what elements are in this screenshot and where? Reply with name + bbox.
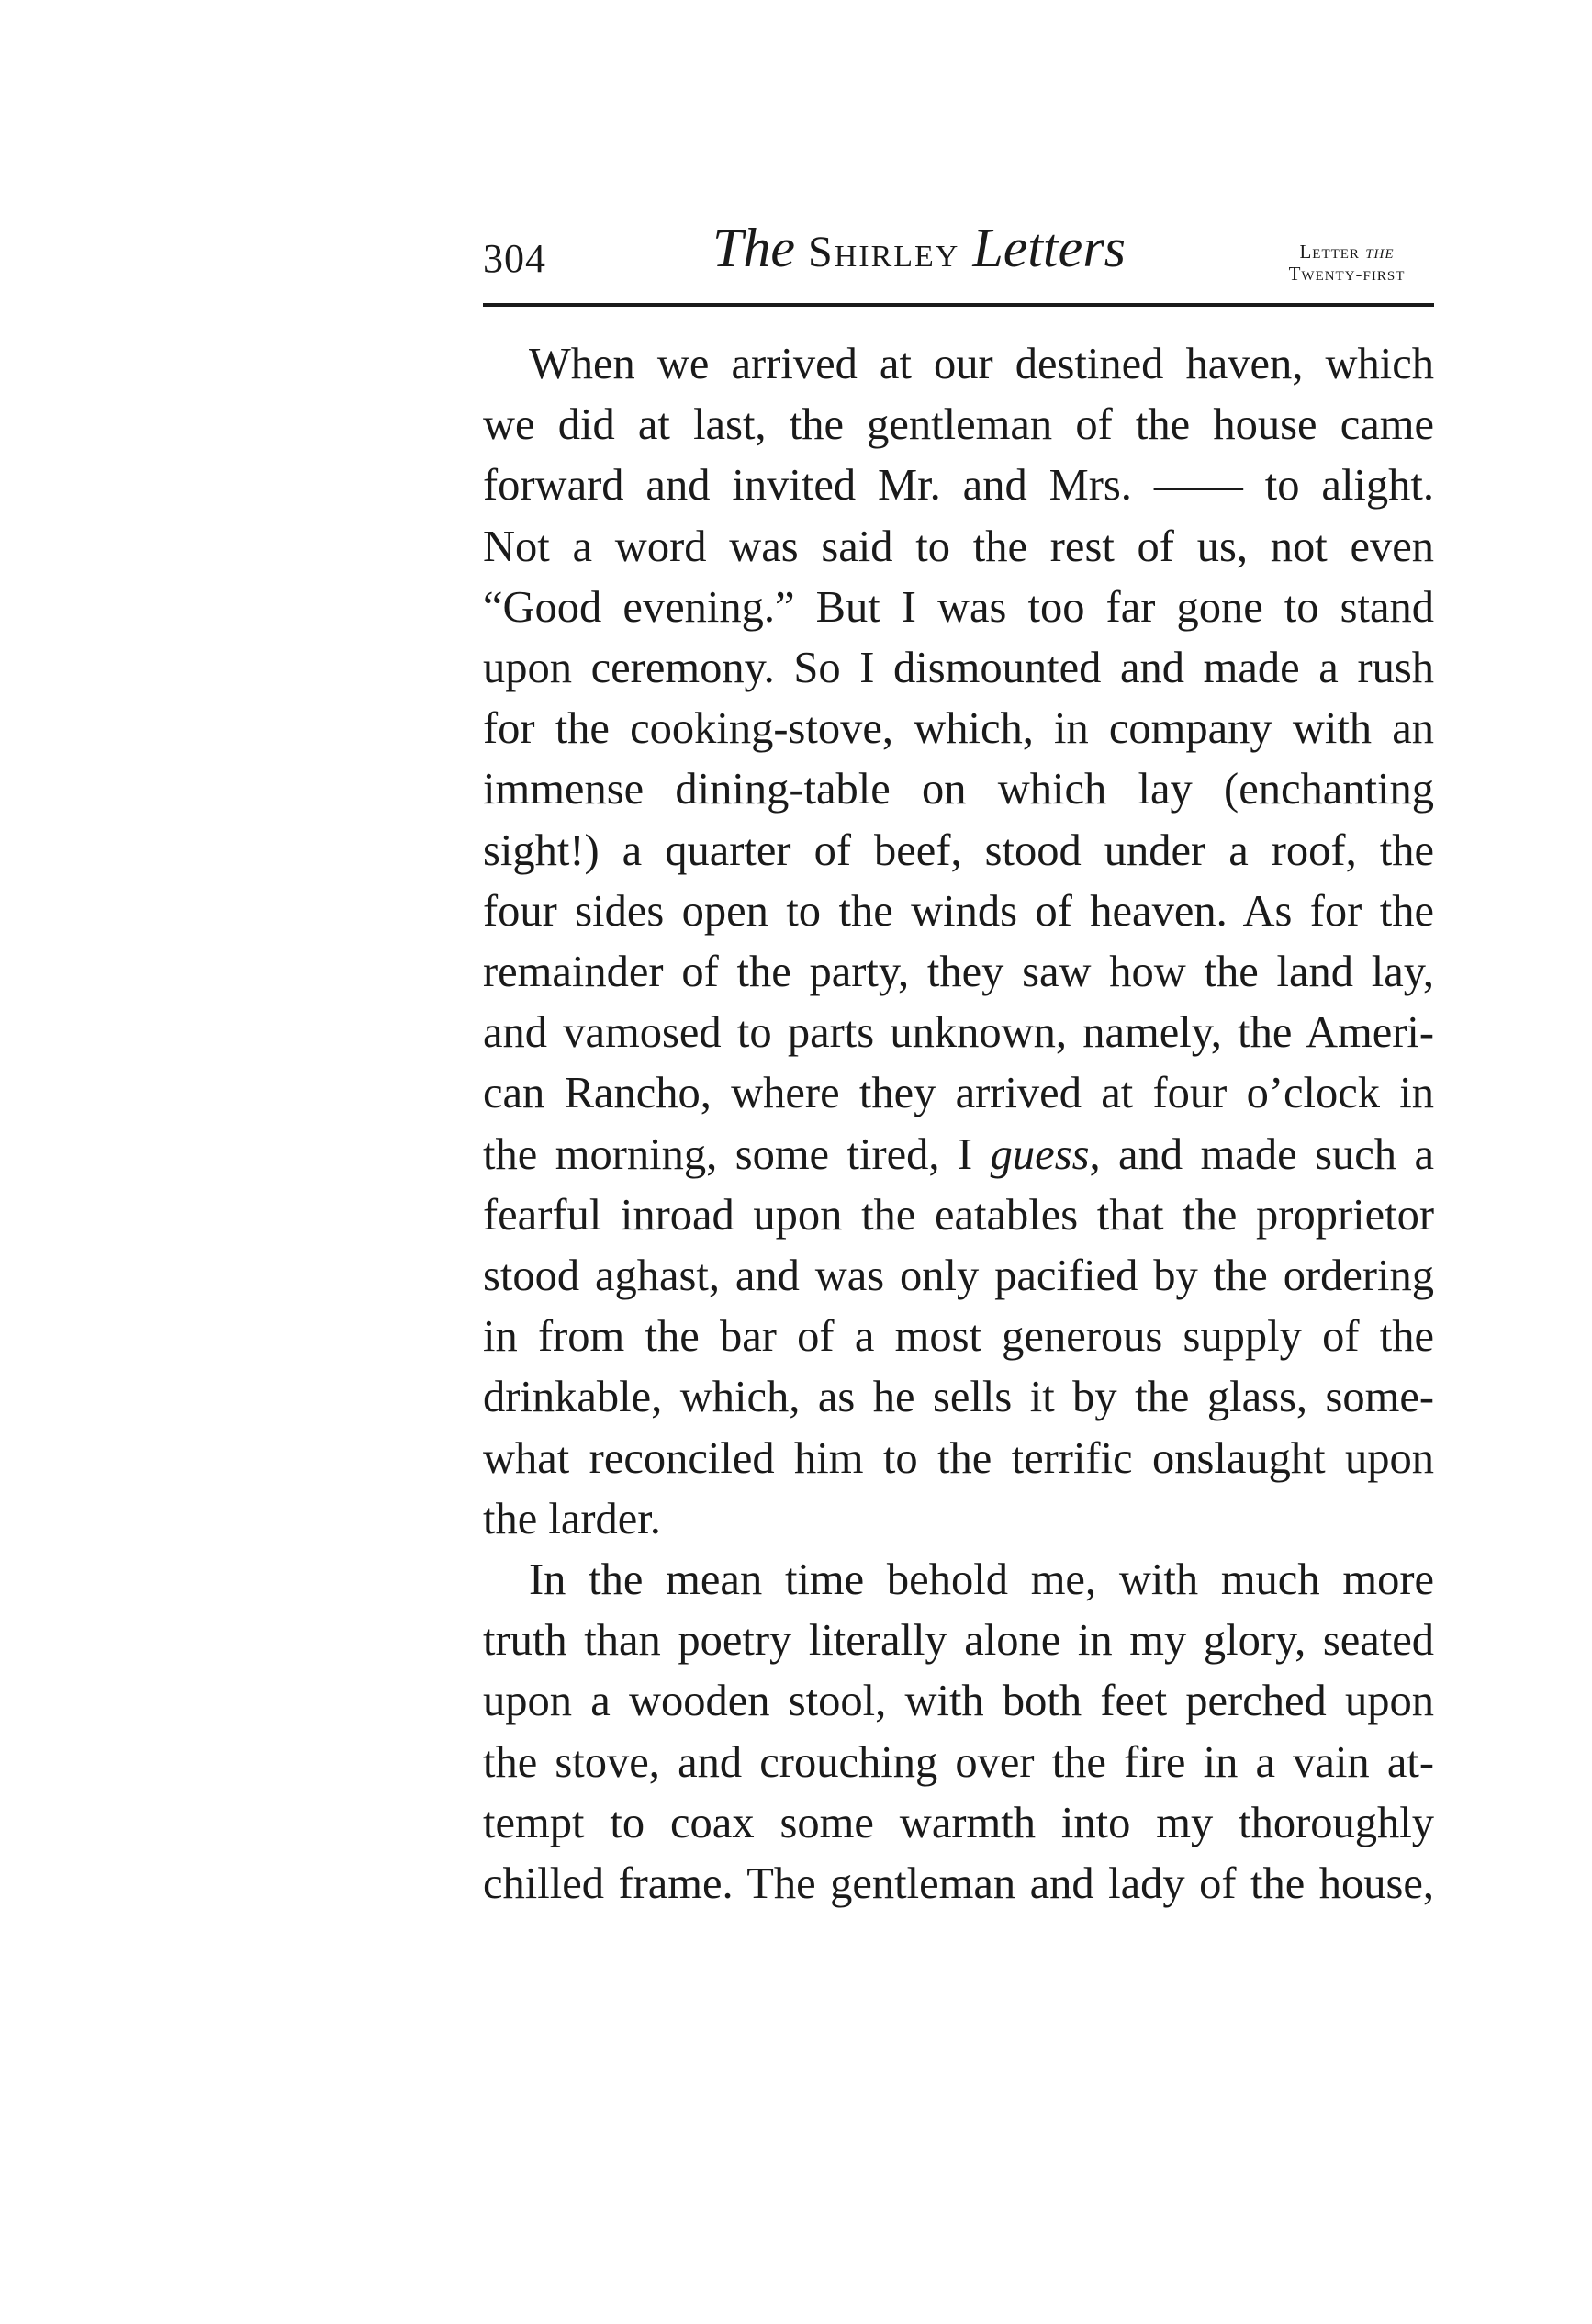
text-segment: , and made such a — [1089, 1129, 1434, 1179]
text-line: remainder of the party, they saw how the land lay, — [483, 948, 1434, 997]
text-line-with-italic — [483, 1125, 1434, 1185]
text-line: we did at last, the gentleman of the house came — [483, 400, 1434, 450]
text-line: immense dining-table on which lay (enchanting — [483, 765, 1434, 814]
running-head — [483, 217, 1434, 290]
chapter-tag-letter: Letter — [1299, 241, 1360, 263]
chapter-tag-the: the — [1365, 241, 1395, 263]
text-line: tempt to coax some warmth into my thoroughly — [483, 1798, 1434, 1847]
book-title-letters: Letters — [972, 218, 1127, 278]
text-line: “Good evening.” But I was too far gone to stand — [483, 582, 1434, 632]
text-segment: the morning, some tired, I — [483, 1129, 973, 1179]
text-line: can Rancho, where they arrived at four o’clock in — [483, 1069, 1434, 1118]
book-title — [712, 217, 1126, 280]
chapter-tag-line1 — [1299, 241, 1394, 263]
page-number: 304 — [483, 236, 546, 281]
italic-word-guess: guess — [990, 1129, 1090, 1179]
body-text — [483, 334, 1434, 1914]
text-line: and vamosed to parts unknown, namely, the Ameri- — [483, 1008, 1434, 1058]
chapter-tag — [1260, 241, 1434, 285]
text-line: sight!) a quarter of beef, stood under a roof, the — [483, 825, 1434, 875]
text-line: Not a word was said to the rest of us, not even — [483, 522, 1434, 571]
text-line: When we arrived at our destined haven, which — [529, 340, 1434, 388]
text-line: truth than poetry literally alone in my glory, seated — [483, 1616, 1434, 1666]
text-line: in from the bar of a most generous supply of the — [483, 1312, 1434, 1362]
text-line: what reconciled him to the terrific onslaught upon — [483, 1433, 1434, 1483]
book-title-shirley: Shirley — [808, 228, 960, 276]
text-line: drinkable, which, as he sells it by the glass, some- — [483, 1373, 1434, 1422]
text-line: fearful inroad upon the eatables that the proprietor — [483, 1190, 1434, 1240]
text-line: chilled frame. The gentleman and lady of the house, — [483, 1859, 1434, 1909]
text-line: upon ceremony. So I dismounted and made a rush — [483, 644, 1434, 693]
chapter-tag-line2: Twenty-first — [1288, 263, 1406, 285]
text-line: the larder. — [483, 1494, 661, 1544]
text-line: the stove, and crouching over the fire in a vain at- — [483, 1737, 1434, 1787]
book-title-the: The — [712, 218, 795, 278]
text-line: four sides open to the winds of heaven. As for the — [483, 886, 1434, 936]
text-line: stood aghast, and was only pacified by the ordering — [483, 1252, 1434, 1301]
header-divider — [483, 303, 1434, 307]
text-line: forward and invited Mr. and Mrs. —— to alight. — [483, 461, 1434, 511]
text-line: In the mean time behold me, with much more — [529, 1555, 1434, 1605]
text-line: upon a wooden stool, with both feet perched upon — [483, 1677, 1434, 1726]
text-line: for the cooking-stove, which, in company with an — [483, 704, 1434, 754]
